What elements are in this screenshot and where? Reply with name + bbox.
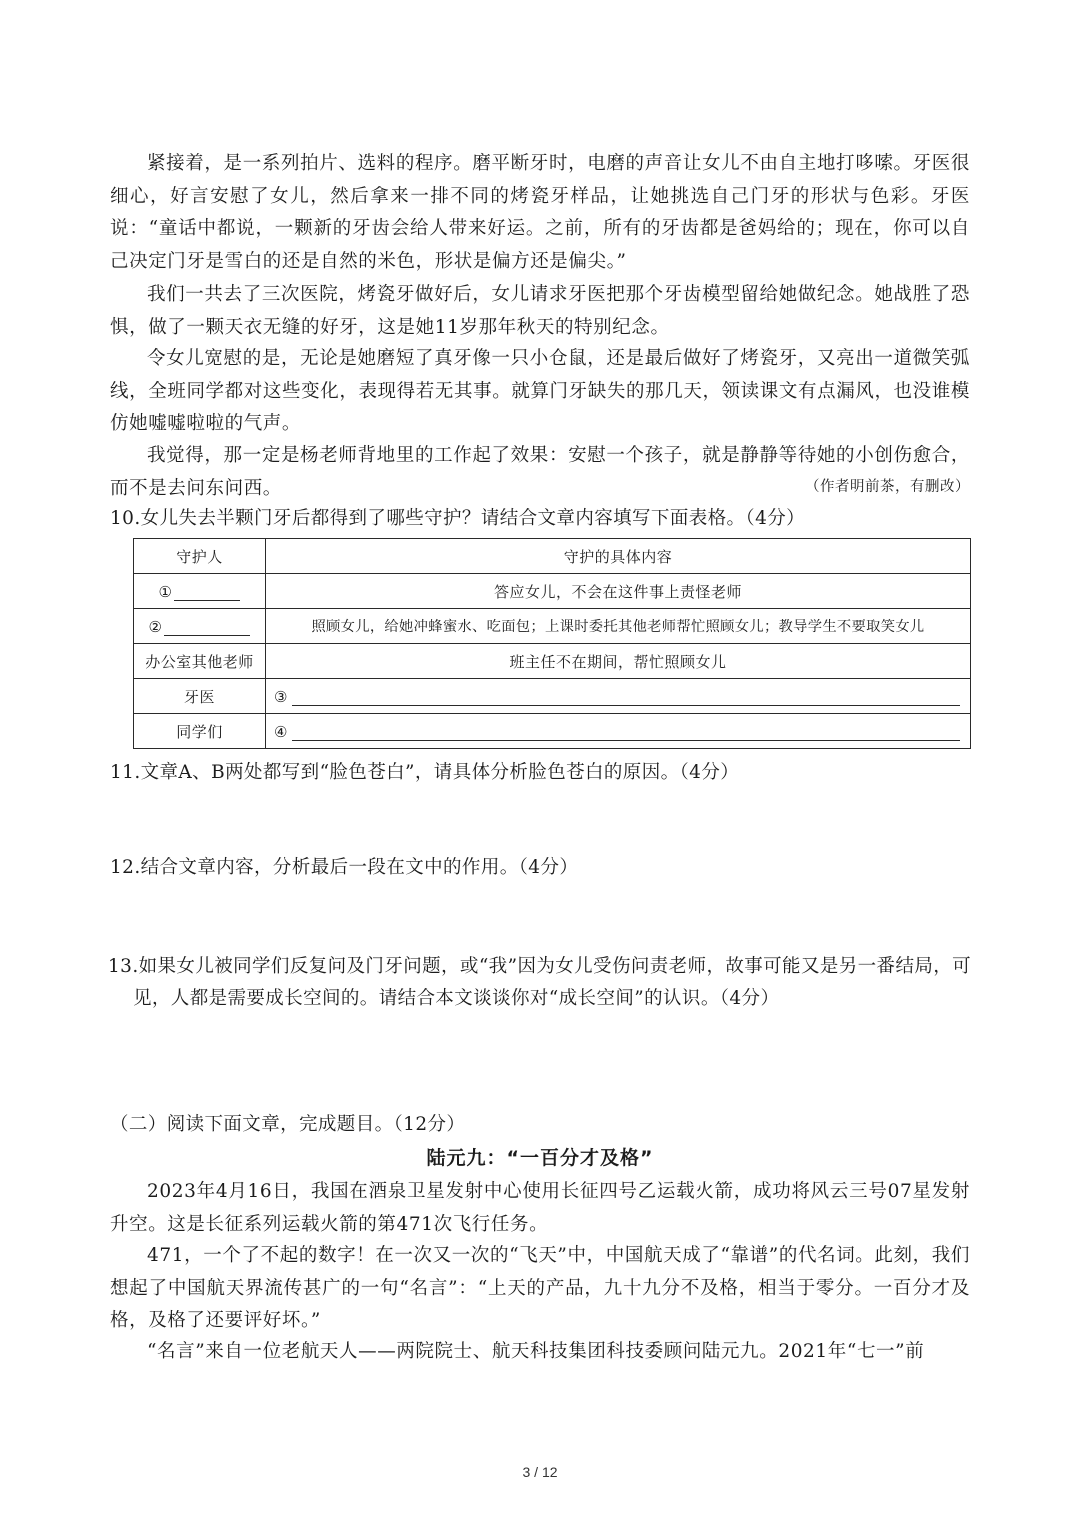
answer-blank[interactable] xyxy=(174,582,240,601)
passage-source: （作者明前茶，有删改） xyxy=(805,479,970,495)
table-row xyxy=(134,714,971,749)
blank-marker: ② xyxy=(148,617,163,636)
guardian-table xyxy=(133,538,971,749)
content-cell: 班主任不在期间，帮忙照顾女儿 xyxy=(266,644,971,679)
blank-marker: ③ xyxy=(274,687,288,706)
passage-paragraph-3: 令女儿宽慰的是，无论是她磨短了真牙像一只小仓鼠，还是最后做好了烤瓷牙，又亮出一道微笑弧线，全班同学都对这些变化，表现得若无其事。就算门牙缺失的那几天，领读课文有点漏风，也没谁模仿她嘘嘘啦啦的气声。 xyxy=(110,348,970,434)
guardian-cell: 办公室其他老师 xyxy=(134,644,266,679)
section-heading: （二）阅读下面文章，完成题目。（12分） xyxy=(110,1114,466,1135)
table-header-guardian: 守护人 xyxy=(134,539,266,574)
article-paragraph-1: 2023年4月16日，我国在酒泉卫星发射中心使用长征四号乙运载火箭，成功将风云三号07星发射升空。这是长征系列运载火箭的第471次飞行任务。 xyxy=(110,1181,970,1235)
passage-paragraph-1: 紧接着，是一系列拍片、选料的程序。磨平断牙时，电磨的声音让女儿不由自主地打哆嗦。牙医很细心，好言安慰了女儿，然后拿来一排不同的烤瓷牙样品，让她挑选自己门牙的形状与色彩。牙医说：“童话中都说，一颗新的牙齿会给人带来好运。之前，所有的牙齿都是爸妈给的；现在，你可以自己决定门牙是雪白的还是自然的米色，形状是偏方还是偏尖。” xyxy=(110,153,970,272)
question-10: 10.女儿失去半颗门牙后都得到了哪些守护？请结合文章内容填写下面表格。（4分） xyxy=(110,508,806,529)
page-number: 3 / 12 xyxy=(522,1464,558,1480)
question-11: 11.文章A、B两处都写到“脸色苍白”，请具体分析脸色苍白的原因。（4分） xyxy=(110,762,740,783)
blank-marker: ① xyxy=(158,582,173,601)
table-row xyxy=(134,644,971,679)
passage-paragraph-4: 我觉得，那一定是杨老师背地里的工作起了效果：安慰一个孩子，就是静静等待她的小创伤愈合，而不是去问东问西。 xyxy=(110,445,970,499)
content-cell: 答应女儿，不会在这件事上责怪老师 xyxy=(266,574,971,609)
guardian-cell xyxy=(134,609,266,644)
blank-marker: ④ xyxy=(274,722,288,741)
table-row xyxy=(134,609,971,644)
guardian-cell: 同学们 xyxy=(134,714,266,749)
guardian-cell: 牙医 xyxy=(134,679,266,714)
article-title: 陆元九：“一百分才及格” xyxy=(426,1147,654,1169)
table-header-row xyxy=(134,539,971,574)
content-cell xyxy=(266,714,971,749)
table-row xyxy=(134,574,971,609)
question-12: 12.结合文章内容，分析最后一段在文中的作用。（4分） xyxy=(110,857,579,878)
answer-blank[interactable] xyxy=(164,617,250,636)
question-13: 13.如果女儿被同学们反复问及门牙问题，或“我”因为女儿受伤问责老师，故事可能又是另一番结局，可见，人都是需要成长空间的。请结合本文谈谈你对“成长空间”的认识。（4分） xyxy=(108,956,972,1009)
answer-blank[interactable] xyxy=(292,722,960,741)
answer-blank[interactable] xyxy=(292,687,960,706)
table-header-content: 守护的具体内容 xyxy=(266,539,971,574)
content-cell: 照顾女儿，给她冲蜂蜜水、吃面包；上课时委托其他老师帮忙照顾女儿；教导学生不要取笑女儿 xyxy=(266,609,971,644)
article-paragraph-3: “名言”来自一位老航天人——两院院士、航天科技集团科技委顾问陆元九。2021年“七一”前 xyxy=(147,1341,925,1362)
passage-paragraph-2: 我们一共去了三次医院，烤瓷牙做好后，女儿请求牙医把那个牙齿模型留给她做纪念。她战胜了恐惧，做了一颗天衣无缝的好牙，这是她11岁那年秋天的特别纪念。 xyxy=(110,284,970,338)
content-cell xyxy=(266,679,971,714)
guardian-cell xyxy=(134,574,266,609)
article-paragraph-2: 471，一个了不起的数字！在一次又一次的“飞天”中，中国航天成了“靠谱”的代名词。此刻，我们想起了中国航天界流传甚广的一句“名言”：“上天的产品，九十九分不及格，相当于零分。一百分才及格，及格了还要评好坏。” xyxy=(110,1245,970,1331)
table-row xyxy=(134,679,971,714)
